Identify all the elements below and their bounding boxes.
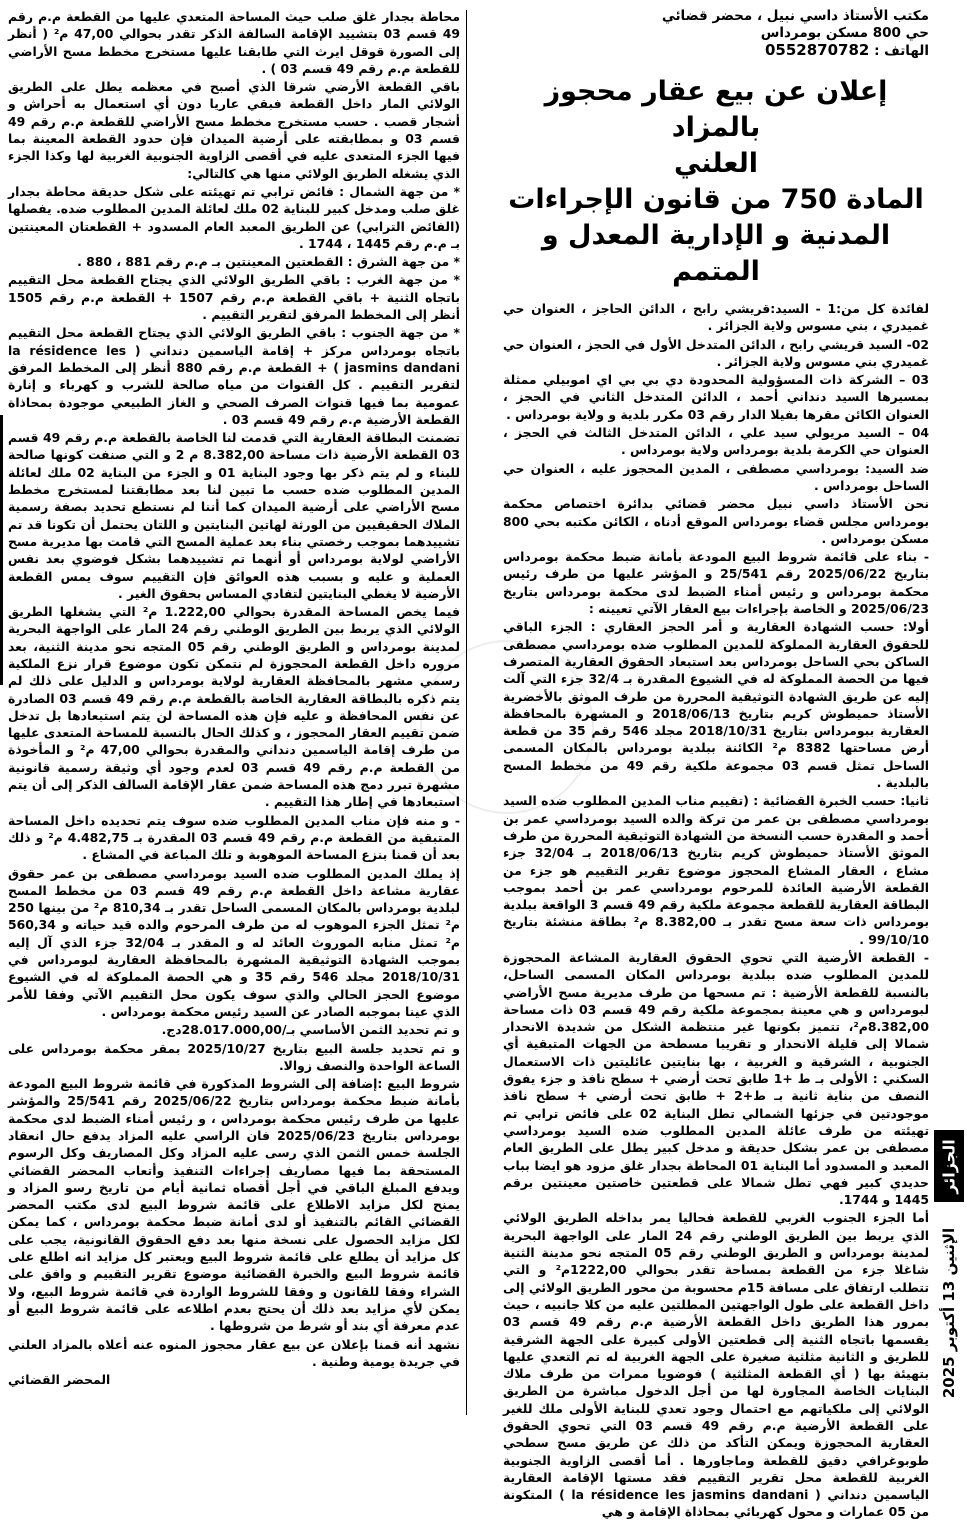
paragraph: ضد السيد: بومرداسي مصطفى ، المدين المحجوز عليه ، العنوان حي الساحل بومرداس . (503, 460, 929, 493)
paragraph: نحن الأستاذ داسي نبيل محضر قضائي بدائرة اختصاص محكمة بومرداس مجلس قضاء بومرداس الموقع أدناه ، الكائن مكتبه بحي 800 مسكن بومرداس . (503, 496, 929, 546)
newspaper-logo (934, 1130, 964, 1202)
paragraph: 02- السيد قريشي رابح ، الدائن المتدخل الأول في الحجز ، العنوان حي غميدري بني مسوس ولاية الجزائر . (503, 336, 929, 369)
phone-number: 0552870782 (764, 41, 870, 59)
office-name: مكتب الأستاذ داسي نبيل ، محضر قضائي (661, 8, 929, 24)
paragraph: لفائدة كل من:1 - السيد:قريشي رابح ، الدائن الحاجز ، العنوان حي غميدري ، بني مسوس ولاية الجزائر . (503, 301, 929, 334)
paragraph: نشهد أنه قمنا بإعلان عن بيع عقار محجوز المنوه عنه أعلاه بالمزاد العلني في جريدة يومية وطنية . (8, 1336, 460, 1369)
edge-marker (0, 415, 3, 685)
paragraph: فيما يخص المساحة المقدرة بحوالي 1.222,00 م² التي يشغلها الطريق الولائي الذي يربط بين الطريق الوطني رقم 24 المار على الواجهة البحرية لمدينة بومرداس و الطريق الوطني رقم 05 المتجه نحو مدينة الثنية، بعد مروره داخل القطعة المحجوزة لم نتمكن تكون موضوع قرار نزع الملكية رسمي مشهر بالمحافظة العقارية لولاية بومرداس و الدليل على ذلك لم يتم ذكره بالبطاقة العقارية الخاصة بالقطعة م.م رقم 49 قسم 03 الصادرة عن نفس المحافظة و عليه فإن هذه المساحة لن يتم استبعادها بل تدخل ضمن تقييم العقار المحجوز ، و كذلك الحال بالنسبة للمساحة المتعدى عليها من طرف إقامة الياسمين دنداني والمقدرة بحوالي 47,00 م² و المأخوذة من القطعة م.م رقم 49 قسم 03 لعدم وجود أي وثيقة رسمية قانونية مشهرة تبرر دمج هذه المساحة ضمن عقار الإقامة السالف الذكر إلى أن يتم استبعادها في إطار هذا التقييم . (8, 604, 461, 810)
date-text: الإثنين 13 أكتوبر 2025 (940, 1227, 959, 1399)
office-header (503, 8, 929, 60)
phone-label: الهاتف : (874, 43, 929, 59)
headline-line-2: العلني (674, 148, 758, 179)
left-column (8, 8, 460, 1389)
paragraph: ثانيا: حسب الخبرة القضائية : (تقييم مناب المدين المطلوب ضده السيد بومرداسي مصطفى بن عمر من تركة والده السيد بومرداسي عمر بن أحمد و المقدرة حسب النسخة من الشهادة التوثيقية المحررة من طرف الموثق الأستاذ حميطوش كريم بتاريخ 2018/06/13 بـ 32/04 جزء مشاع ، العقار المشاع المحجوز موضوع تقرير التقييم هو جزء من القطعة الأرضية العائدة للمرحوم بومرداسي عمر بن أحمد بموجب البطاقة العقارية للقطعة مجموعة ملكية رقم 49 قسم 3 الواقعة ببلدية بومرداس ذات سعة مسح تقدر بـ 8.382,00 م² بطاقة منشئة بتاريخ 99/10/10 . (503, 793, 929, 947)
paragraph: باقي القطعة الأرضي شرقا الذي أصبح في معظمه يطل على الطريق الولائي المار داخل القطعة فبقي عاريا دون أي استعمال به أحراش و أشجار قصب . حسب مستخرج مخطط مسح الأراضي للقطعة م.م رقم 49 قسم 03 و بمطابقته على أرضية الميدان فإن حدود القطعة المعينة بما فيها الجزء المتعدى عليه في أقصى الزاوية الجنوبية الغربية لها وكذا الجزء الذي يشغله الطريق الولائي منها هي كالتالي: (8, 79, 460, 181)
office-address: حي 800 مسكن بومرداس (760, 25, 929, 41)
paragraph: أما الجزء الجنوب الغربي للقطعة فحاليا يمر بداخله الطريق الولائي الذي يربط بين الطريق الوطني رقم 24 المار على الواجهة البحرية لمدينة بومرداس و الطريق الوطني رقم 05 المتجه نحو مدينة الثنية شاغلا جزء من القطعة بمساحة تقدر بحوالي 1222,00م² و التي تتطلب ارتفاق على مسافة 15م محسوبة من محور الطريق الولائي إلى داخل القطعة على طول الواجهتين المطلتين عليه من كلا جانبيه ، حيث بمرور هذا الطريق داخل القطعة الأرضية م.م رقم 49 قسم 03 يقسمها باتجاه الثنية إلى قطعتين الأولى كبيرة على الجهة الشرقية للطريق و الثانية مثلثية صغيرة على الجهة الغربية له تم التعدي عليها بتهيئة بها ( أي القطعة المثلثية ) فوضويا ممرات من طرف ملاك البنايات الخاصة المجاورة لها من أجل الدخول مباشرة من الطريق الولائي إلى ملكياتهم مع احتمال وجود تعدي للبناية الأولى ملك للغير على القطعة الأرضية م.م رقم 49 قسم 03 التي تحوي الحقوق العقارية المحجوزة ويمكن التأكد من ذلك عن طريق مسح سطحي طوبوغرافي دقيق للقطعة وماجاورها . أما أقصى الزاوية الجنوبية الغربية للقطعة محل تقرير التقييم فقد مستها الإقامة العقارية الياسمين دنداني ( la résidence les jasmins dandani ) المتكونة من 05 عمارات و محول كهربائي بمحاذاة الإقامة و هي (503, 1210, 929, 1520)
auction-date: و تم تحديد جلسة البيع بتاريخ 2025/10/27 بمقر محكمة بومرداس على الساعة الواحدة والنصف زوالا. (8, 1040, 461, 1073)
paragraph: * من جهة الغرب : باقي الطريق الولائي الذي يجتاح القطعة محل التقييم باتجاه الثنية + باقي القطعة م.م رقم 1507 + القطعة م.م رقم 1505 أنظر إلى المخطط المرفق لتقرير التقييم . (8, 272, 461, 323)
paragraph: - و منه فإن مناب المدين المطلوب ضده سوف يتم تحديده داخل المساحة المتبقية من القطعة م.م رقم 49 قسم 03 المقدرة بـ 4.482,75 م² و ذلك بعد أن قمنا بنزع المساحة الموهوبة و تلك المباعة في المشاع . (8, 812, 460, 863)
paragraph: - بناء على قائمة شروط البيع المودعة بأمانة ضبط محكمة بومرداس بتاريخ 2025/06/22 رقم 25/541 و المؤشر عليها من طرف رئيس محكمة بومرداس و رئيس أمناء الضبط لدى محكمة بومرداس بتاريخ 2025/06/23 و الخاصة بإجراءات بيع العقار الآتي تعيينه : (503, 549, 929, 617)
paragraph: محاطة بجدار غلق صلب حيث المساحة المتعدي عليها من القطعة م.م رقم 49 قسم 03 بتشييد الإقامة السالفة الذكر تقدر بحوالي 47,00 م² ( أنظر إلى الصورة قوقل ايرث التي طابقنا عليها مستخرج مخطط مسح الأراضي للقطعة م.م رقم 49 قسم 03 ) . (8, 9, 460, 76)
headline-line-4: المدنية و الإدارية المعدل و المتمم (541, 220, 891, 287)
paragraph: * من جهة الجنوب : باقي الطريق الولائي الذي يجتاح القطعة محل التقييم باتجاه بومرداس مركز + إقامة الياسمين دنداني ( la résidence les jasmins dandani ) + القطعة م.م رقم 880 أنظر إلى المخطط المرفق لتقرير التقييم . كل القنوات من مياه صالحة للشرب و كهرباء و إنارة عمومية بما فيها قنوات الصرف الصحي و الغاز الطبيعي موجودة بمحاذاة القطعة الأرضية م.م رقم 49 قسم 03 . (8, 325, 460, 427)
headline-line-1: إعلان عن بيع عقار محجوز بالمزاد (544, 76, 888, 143)
issue-date (934, 1206, 964, 1420)
office-phone-row (503, 42, 929, 60)
paragraph: * من جهة الشرق : القطعتين المعينتين بـ م.م رقم 881 ، 880 . (77, 254, 460, 270)
paragraph: إذ يملك المدين المطلوب ضده السيد بومرداسي مصطفى بن عمر حقوق عقارية مشاعة داخل القطعة م.م رقم 49 قسم 03 من مخطط المسح لبلدية بومرداس بالمكان المسمى الساحل تقدر بـ 810,34 م² من بينها 250 م² تمثل الجزء الموهوب له من طرف المرحوم والده قيد حياته و 560,34 م² تمثل منابه الموروث العائد له و المقدر بـ 32/04 جزء الذي آل إليه بموجب الشهادة التوثيقية المشهرة بالمحافظة العقارية لبومرداس في 2018/10/31 مجلد 546 رقم 35 و هي الحصة المملوكة له في الشيوع موضوع الحجز الحالي والذي سوف يكون محل التقييم الآتي وفقا للأمر الذي عينا بموجبه الصادر عن السيد رئيس محكمة بومرداس . (8, 865, 460, 1019)
paragraph: * من جهة الشمال : فائض ترابي تم تهيئته على شكل حديقة محاطة بجدار غلق صلب ومدخل كبير للبناية 02 ملك لعائلة المدين المطلوب ضده. يفصلها (الفائض الترابي) عن الطريق المعبد العام المسدود + القطعتان المعينتين بـ م.م رقم 1445 ، 1744 . (8, 183, 460, 251)
newspaper-sidebar (934, 1130, 964, 1420)
paragraph: 04 – السيد مريولي سيد علي ، الدائن المتدخل الثالث في الحجز ، العنوان حي الكرمة بلدية بومرداس ولاية بومرداس . (503, 425, 929, 458)
signature: المحضر القضائي (8, 1372, 111, 1388)
paragraph: تضمنت البطاقة العقارية التي قدمت لنا الخاصة بالقطعة م.م رقم 49 قسم 03 القطعة الأرضية ذات مساحة 8.382,00 م 2 و التي صنفت كونها صالحة للبناء و لم يتم ذكر بها وجود البناية 01 و الجزء من البناية 02 ملك لعائلة المدين المطلوب ضده حسب ما تبين لنا بعد مطابقتنا لمستخرج مخطط مسح الأراضي على أرضية الميدان كما أننا لم نستطع تحديد بصفة رسمية الملاك الحقيقيين من الورثة لهاتين البنايتين و اللتان يحتمل أن تكونا قد تم تشييدهما بموجب رخصتي بناء بعد عملية المسح التي قامت بها مديرية مسح الأراضي لولاية بومرداس أو أنهما تم تشييدهما بشكل فوضوي بعد نفس العملية و عليه و بسبب هذه العوائق فإن التقييم سوف يمس القطعة الأرضية لا يغطي البنايتين لتفادي المساس بحقوق الغير . (8, 430, 460, 601)
logo-text: الجزائر (939, 1138, 959, 1194)
paragraph: شروط البيع :إضافة إلى الشروط المذكورة في قائمة شروط البيع المودعة بأمانة ضبط محكمة بومرداس بتاريخ 2025/06/22 رقم 25/541 والمؤشر عليها من طرف رئيس محكمة بومرداس ، و رئيس أمناء الضبط لدى محكمة بومرداس بتاريخ 2025/06/23 فان الراسي عليه المزاد يدفع حال انعقاد الجلسة خمس الثمن الذي رسى عليه المزاد وكل المصاريف وكل الرسوم المستحقة بما فيها مصاريف إجراءات التنفيذ وأتعاب المحضر القضائي ويدفع المبلغ الباقي في أجل أقصاه ثمانية أيام من تاريخ رسو المزاد و يمنح لكل مزايد الاطلاع على قائمة شروط البيع لدى مكتب المحضر القضائي القائم بالتنفيذ أو لدى أمانة ضبط محكمة بومرداس ، كما يمكن لكل مزايد الحصول على نسخة منها بعد دفع الحقوق القانونية، يجب على كل مزايد أن يطلع على قائمة شروط البيع ويعتبر كل مزايد انه اطلع على قائمة شروط البيع والخبرة القضائية موضوع تقرير التقييم و وافق على الشراء وفقا للقانون و وفقا للشروط الواردة في قائمة شروط البيع، ولا يمكن لأي مزايد بعد ذلك أن يحتج بعدم اطلاعه على قائمة شروط البيع أو عدم معرفة أي بند أو شرط من شروطها . (8, 1076, 461, 1334)
paragraph: أولا: حسب الشهادة العقارية و أمر الحجز العقاري : الجزء الباقي للحقوق العقارية المملوكة للمدين المطلوب ضده بومرداسي مصطفى الساكن بحي الساحل بومرداس بعد استبعاد الحقوق العقارية المتصرف فيها من الحصة المملوكة له في الشيوع المقدرة بـ 32/4 جزء التي آلت إليه عن طريق الشهادة التوثيقية المحررة من طرف الموثق بالأخضرية الأستاذ حميطوش كريم بتاريخ 2018/06/13 و المشهرة بالمحافظة العقارية ببومرداس بتاريخ 2018/10/31 مجلد 546 رقم 35 من قطعة أرض مساحتها 8382 م² الكائنة ببلدية بومرداس بالمكان المسمى الساحل تمثل قسم 03 مجموعة ملكية رقم 49 من مخطط المسح بالبلدية . (503, 619, 929, 791)
paragraph: 03 – الشركة ذات المسؤولية المحدودة دي بي بي اي اموبيلي ممثلة بمسيرها السيد دنداني أحمد ، الدائن المتدخل الثاني في الحجز ، العنوان الكائن مقرها بفيلا الدار رقم 03 مكرر بلدية و ولاية بومرداس . (503, 372, 929, 422)
announcement-headline (503, 74, 929, 290)
paragraph: - القطعة الأرضية التي تحوي الحقوق العقارية المشاعة المحجوزة للمدين المطلوب ضده ببلدية بومرداس المكان المسمى الساحل، بالنسبة للقطعة الأرضية : تم مسحها من طرف مديرية مسح الأراضي لبومرداس و هي معينة بمجموعة ملكية رقم 49 قسم 03 ذات مساحة 8.382,00م²، تتميز بكونها غير منتظمة الشكل من شديدة الانحدار شمالا إلى قليلة الانحدار و تقريبا مسطحة من الجهات المتبقية أي الجنوبية ، الشرقية و الغربية ، بها بنايتين عائليتين ذات الاستعمال السكني : الأولى بـ ط +1 طابق تحت أرضي + سطح نافذ و جزء يفوق النصف من بناية ثانية بـ ط+2 + طابق تحت أرضي + سطح نافذ موجودتين في جزئها الشمالي تطل البناية 02 على فائض ترابي تم تهيئته من طرف عائلة المدين المطلوب ضده السيد بومرداسي مصطفى بن عمر بشكل حديقة و مدخل كبير يطل على الطريق العام المعبد و المسدود أما البناية 01 المحاطة بجدار غلق مزود هو ايضا بباب حديدي كبير فهي تطل شمالا على قطعتين خاصتين معينتين برقم 1445 و 1744. (503, 949, 930, 1208)
headline-line-3: المادة 750 من قانون الإجراءات (508, 184, 924, 215)
right-column (503, 8, 929, 1522)
base-price: و تم تحديد الثمن الأساسي بـ/28.017.000,00دج. (161, 1022, 460, 1038)
right-body (503, 300, 929, 1521)
